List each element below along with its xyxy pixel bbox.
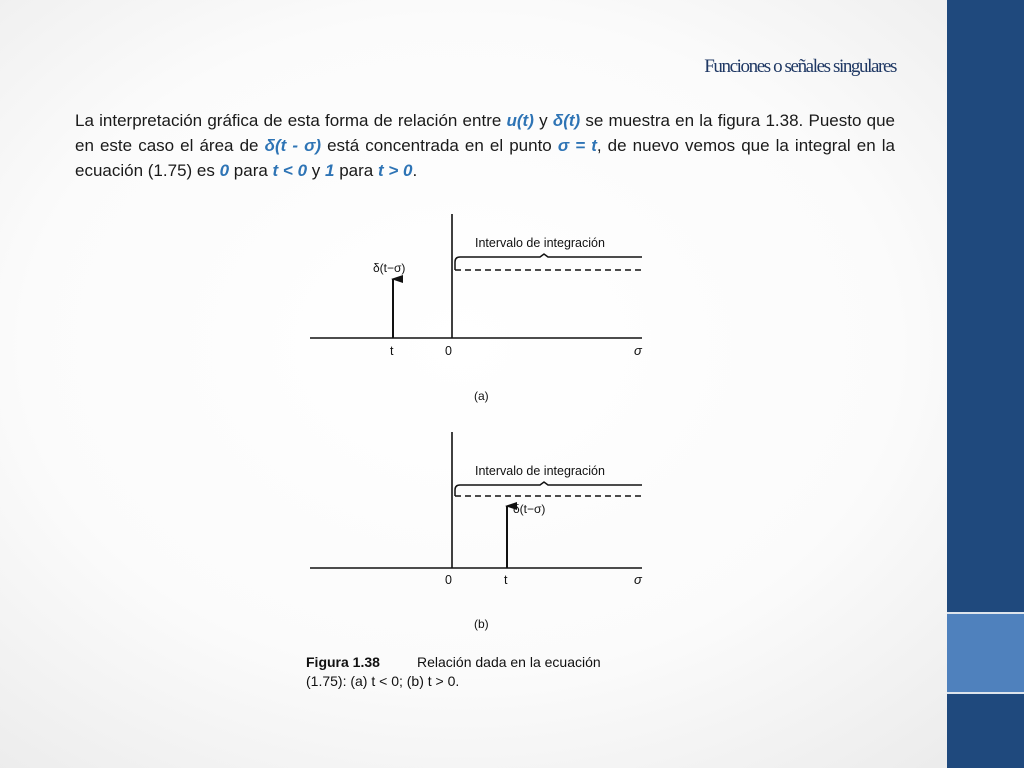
panel-a-caption: (a)	[474, 389, 489, 403]
highlight-zero: 0	[219, 161, 230, 180]
sidebar-divider-bottom	[947, 692, 1024, 694]
paragraph-text-9: .	[412, 161, 418, 180]
panel-a-tick-0: 0	[445, 344, 452, 358]
panel-b-interval-bracket	[455, 482, 642, 496]
highlight-sigma-equals-t: σ = t	[557, 136, 597, 155]
slide-title: Funciones o señales singulares	[704, 56, 896, 77]
highlight-t-less-0: t < 0	[272, 161, 308, 180]
panel-a-axis-label-sigma: σ	[634, 343, 642, 358]
panel-b-interval-label: Intervalo de integración	[475, 464, 605, 478]
panel-b-impulse-label: δ(t−σ)	[513, 502, 546, 516]
figure-caption-line-1: Relación dada en la ecuación	[417, 654, 601, 670]
highlight-u-t: u(t)	[506, 111, 534, 130]
paragraph-text-3: se muestra en la figura 1.38. Puesto que en este caso el área de	[75, 111, 895, 155]
panel-b-axis-label-sigma: σ	[634, 572, 642, 587]
body-paragraph	[75, 108, 895, 183]
figure-svg	[300, 200, 660, 695]
panel-b-tick-0: 0	[445, 573, 452, 587]
panel-a-interval-bracket	[455, 254, 642, 270]
highlight-one: 1	[325, 161, 335, 180]
panel-b-tick-t: t	[504, 573, 508, 587]
paragraph-text-1: La interpretación gráfica de esta forma de relación entre	[75, 111, 507, 130]
panel-a	[310, 214, 643, 403]
highlight-delta-t-sigma: δ(t - σ)	[264, 136, 322, 155]
paragraph-text-8: para	[334, 161, 378, 180]
highlight-delta-t: δ(t)	[552, 111, 581, 130]
highlight-t-greater-0: t > 0	[377, 161, 413, 180]
panel-a-impulse-label: δ(t−σ)	[373, 261, 406, 275]
panel-b-caption: (b)	[474, 617, 489, 631]
figure-caption	[306, 654, 601, 689]
figure-1-38	[300, 200, 660, 700]
panel-a-tick-t: t	[390, 344, 394, 358]
figure-caption-number: Figura 1.38	[306, 654, 380, 670]
paragraph-text-7: y	[307, 161, 325, 180]
paragraph-text-4: está concentrada en el punto	[321, 136, 558, 155]
panel-b	[310, 432, 643, 631]
sidebar-decoration	[947, 0, 1024, 768]
paragraph-text-2: y	[533, 111, 553, 130]
panel-a-interval-label: Intervalo de integración	[475, 236, 605, 250]
paragraph-text-5: , de nuevo vemos que la integral en la ecuación (1.75) es	[75, 136, 895, 180]
sidebar-accent-block	[947, 614, 1024, 692]
paragraph-text-6: para	[229, 161, 273, 180]
figure-caption-line-2: (1.75): (a) t < 0; (b) t > 0.	[306, 673, 460, 689]
